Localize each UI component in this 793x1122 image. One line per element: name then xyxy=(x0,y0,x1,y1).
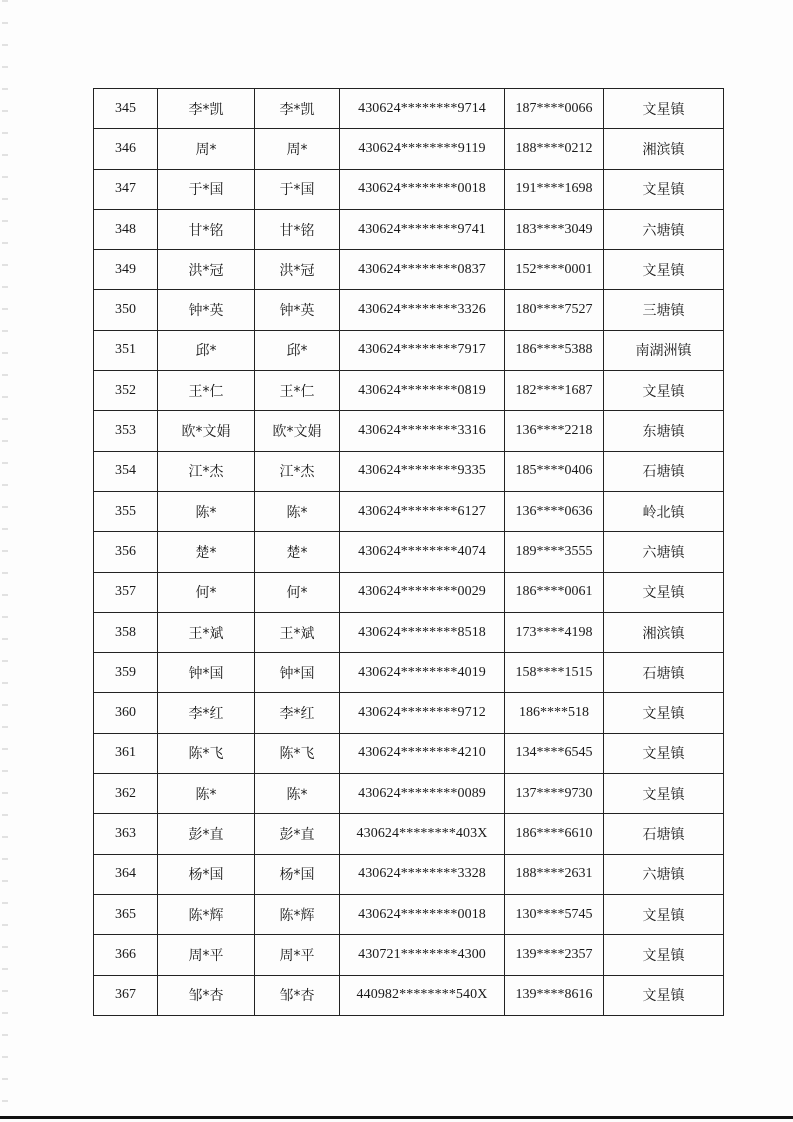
cell-phone-number: 182****1687 xyxy=(505,371,604,411)
cell-town: 南湖洲镇 xyxy=(604,330,724,370)
cell-id-number: 430624********8518 xyxy=(340,612,505,652)
cell-applicant-name: 邹*杏 xyxy=(158,975,255,1015)
cell-serial-number: 345 xyxy=(94,89,158,129)
roster-table xyxy=(93,88,724,1016)
table-row xyxy=(94,532,724,572)
cell-serial-number: 349 xyxy=(94,250,158,290)
table-row xyxy=(94,572,724,612)
cell-town: 六塘镇 xyxy=(604,209,724,249)
cell-phone-number: 152****0001 xyxy=(505,250,604,290)
cell-recipient-name: 江*杰 xyxy=(255,451,340,491)
cell-serial-number: 359 xyxy=(94,653,158,693)
cell-town: 文星镇 xyxy=(604,693,724,733)
table-row xyxy=(94,371,724,411)
table-row xyxy=(94,733,724,773)
cell-serial-number: 351 xyxy=(94,330,158,370)
cell-serial-number: 350 xyxy=(94,290,158,330)
cell-applicant-name: 于*国 xyxy=(158,169,255,209)
cell-phone-number: 187****0066 xyxy=(505,89,604,129)
cell-applicant-name: 钟*英 xyxy=(158,290,255,330)
cell-phone-number: 136****0636 xyxy=(505,491,604,531)
cell-serial-number: 363 xyxy=(94,814,158,854)
cell-serial-number: 365 xyxy=(94,894,158,934)
cell-phone-number: 188****2631 xyxy=(505,854,604,894)
cell-serial-number: 360 xyxy=(94,693,158,733)
cell-town: 六塘镇 xyxy=(604,532,724,572)
table-row xyxy=(94,491,724,531)
cell-id-number: 430624********7917 xyxy=(340,330,505,370)
cell-recipient-name: 邹*杏 xyxy=(255,975,340,1015)
cell-town: 三塘镇 xyxy=(604,290,724,330)
cell-id-number: 430624********6127 xyxy=(340,491,505,531)
cell-id-number: 430624********403X xyxy=(340,814,505,854)
table-row xyxy=(94,975,724,1015)
cell-phone-number: 137****9730 xyxy=(505,774,604,814)
cell-recipient-name: 杨*国 xyxy=(255,854,340,894)
cell-applicant-name: 江*杰 xyxy=(158,451,255,491)
cell-phone-number: 189****3555 xyxy=(505,532,604,572)
cell-town: 石塘镇 xyxy=(604,653,724,693)
table-row xyxy=(94,814,724,854)
cell-recipient-name: 周* xyxy=(255,129,340,169)
cell-serial-number: 346 xyxy=(94,129,158,169)
cell-town: 文星镇 xyxy=(604,169,724,209)
cell-phone-number: 191****1698 xyxy=(505,169,604,209)
cell-applicant-name: 邱* xyxy=(158,330,255,370)
cell-town: 文星镇 xyxy=(604,89,724,129)
cell-town: 石塘镇 xyxy=(604,451,724,491)
cell-town: 文星镇 xyxy=(604,250,724,290)
cell-phone-number: 186****518 xyxy=(505,693,604,733)
cell-id-number: 430624********9741 xyxy=(340,209,505,249)
cell-id-number: 430624********4210 xyxy=(340,733,505,773)
cell-applicant-name: 何* xyxy=(158,572,255,612)
cell-applicant-name: 彭*直 xyxy=(158,814,255,854)
cell-serial-number: 357 xyxy=(94,572,158,612)
cell-recipient-name: 陈*飞 xyxy=(255,733,340,773)
cell-applicant-name: 甘*铭 xyxy=(158,209,255,249)
cell-town: 文星镇 xyxy=(604,371,724,411)
cell-serial-number: 355 xyxy=(94,491,158,531)
cell-recipient-name: 何* xyxy=(255,572,340,612)
cell-recipient-name: 于*国 xyxy=(255,169,340,209)
table-row xyxy=(94,854,724,894)
cell-town: 文星镇 xyxy=(604,572,724,612)
cell-town: 文星镇 xyxy=(604,935,724,975)
cell-phone-number: 185****0406 xyxy=(505,451,604,491)
cell-applicant-name: 洪*冠 xyxy=(158,250,255,290)
table-row xyxy=(94,451,724,491)
cell-recipient-name: 钟*国 xyxy=(255,653,340,693)
cell-phone-number: 188****0212 xyxy=(505,129,604,169)
cell-town: 东塘镇 xyxy=(604,411,724,451)
cell-phone-number: 130****5745 xyxy=(505,894,604,934)
table-row xyxy=(94,935,724,975)
cell-town: 湘滨镇 xyxy=(604,612,724,652)
cell-recipient-name: 陈* xyxy=(255,491,340,531)
cell-applicant-name: 楚* xyxy=(158,532,255,572)
roster-table-body xyxy=(94,89,724,1016)
cell-applicant-name: 杨*国 xyxy=(158,854,255,894)
cell-recipient-name: 周*平 xyxy=(255,935,340,975)
cell-id-number: 430624********3316 xyxy=(340,411,505,451)
cell-recipient-name: 李*凯 xyxy=(255,89,340,129)
cell-id-number: 430624********9119 xyxy=(340,129,505,169)
table-row xyxy=(94,169,724,209)
cell-phone-number: 139****8616 xyxy=(505,975,604,1015)
table-row xyxy=(94,612,724,652)
cell-applicant-name: 陈*辉 xyxy=(158,894,255,934)
cell-recipient-name: 王*斌 xyxy=(255,612,340,652)
table-row xyxy=(94,250,724,290)
cell-applicant-name: 王*仁 xyxy=(158,371,255,411)
cell-applicant-name: 李*红 xyxy=(158,693,255,733)
cell-phone-number: 139****2357 xyxy=(505,935,604,975)
cell-serial-number: 348 xyxy=(94,209,158,249)
cell-serial-number: 358 xyxy=(94,612,158,652)
cell-applicant-name: 陈* xyxy=(158,491,255,531)
cell-applicant-name: 李*凯 xyxy=(158,89,255,129)
cell-id-number: 430624********3326 xyxy=(340,290,505,330)
cell-town: 岭北镇 xyxy=(604,491,724,531)
cell-id-number: 430721********4300 xyxy=(340,935,505,975)
scan-binding-edge xyxy=(2,0,8,1122)
table-row xyxy=(94,894,724,934)
cell-serial-number: 353 xyxy=(94,411,158,451)
cell-town: 六塘镇 xyxy=(604,854,724,894)
cell-id-number: 430624********0018 xyxy=(340,894,505,934)
cell-recipient-name: 李*红 xyxy=(255,693,340,733)
cell-town: 文星镇 xyxy=(604,733,724,773)
cell-town: 文星镇 xyxy=(604,774,724,814)
cell-id-number: 430624********0819 xyxy=(340,371,505,411)
cell-serial-number: 364 xyxy=(94,854,158,894)
cell-recipient-name: 钟*英 xyxy=(255,290,340,330)
cell-serial-number: 356 xyxy=(94,532,158,572)
cell-serial-number: 361 xyxy=(94,733,158,773)
cell-recipient-name: 王*仁 xyxy=(255,371,340,411)
cell-id-number: 430624********0018 xyxy=(340,169,505,209)
table-row xyxy=(94,653,724,693)
cell-applicant-name: 钟*国 xyxy=(158,653,255,693)
cell-recipient-name: 甘*铭 xyxy=(255,209,340,249)
cell-serial-number: 354 xyxy=(94,451,158,491)
cell-id-number: 430624********9714 xyxy=(340,89,505,129)
cell-recipient-name: 欧*文娟 xyxy=(255,411,340,451)
cell-recipient-name: 陈*辉 xyxy=(255,894,340,934)
table-row xyxy=(94,693,724,733)
cell-phone-number: 173****4198 xyxy=(505,612,604,652)
cell-recipient-name: 洪*冠 xyxy=(255,250,340,290)
cell-applicant-name: 王*斌 xyxy=(158,612,255,652)
page-bottom-rule xyxy=(0,1116,793,1119)
table-row xyxy=(94,129,724,169)
table-row xyxy=(94,330,724,370)
cell-phone-number: 134****6545 xyxy=(505,733,604,773)
cell-id-number: 440982********540X xyxy=(340,975,505,1015)
cell-town: 文星镇 xyxy=(604,894,724,934)
cell-id-number: 430624********4019 xyxy=(340,653,505,693)
cell-id-number: 430624********4074 xyxy=(340,532,505,572)
cell-id-number: 430624********9712 xyxy=(340,693,505,733)
cell-phone-number: 183****3049 xyxy=(505,209,604,249)
cell-id-number: 430624********9335 xyxy=(340,451,505,491)
cell-id-number: 430624********0837 xyxy=(340,250,505,290)
cell-id-number: 430624********0089 xyxy=(340,774,505,814)
cell-applicant-name: 欧*文娟 xyxy=(158,411,255,451)
cell-id-number: 430624********0029 xyxy=(340,572,505,612)
cell-phone-number: 186****5388 xyxy=(505,330,604,370)
table-row xyxy=(94,89,724,129)
cell-town: 湘滨镇 xyxy=(604,129,724,169)
table-row xyxy=(94,774,724,814)
cell-serial-number: 366 xyxy=(94,935,158,975)
cell-applicant-name: 陈*飞 xyxy=(158,733,255,773)
cell-applicant-name: 陈* xyxy=(158,774,255,814)
cell-recipient-name: 邱* xyxy=(255,330,340,370)
cell-phone-number: 186****0061 xyxy=(505,572,604,612)
table-row xyxy=(94,209,724,249)
cell-phone-number: 158****1515 xyxy=(505,653,604,693)
table-row xyxy=(94,411,724,451)
cell-phone-number: 136****2218 xyxy=(505,411,604,451)
cell-id-number: 430624********3328 xyxy=(340,854,505,894)
table-row xyxy=(94,290,724,330)
cell-town: 文星镇 xyxy=(604,975,724,1015)
cell-recipient-name: 陈* xyxy=(255,774,340,814)
cell-town: 石塘镇 xyxy=(604,814,724,854)
cell-phone-number: 186****6610 xyxy=(505,814,604,854)
cell-applicant-name: 周*平 xyxy=(158,935,255,975)
cell-recipient-name: 彭*直 xyxy=(255,814,340,854)
cell-phone-number: 180****7527 xyxy=(505,290,604,330)
cell-serial-number: 352 xyxy=(94,371,158,411)
cell-serial-number: 362 xyxy=(94,774,158,814)
cell-serial-number: 367 xyxy=(94,975,158,1015)
cell-applicant-name: 周* xyxy=(158,129,255,169)
cell-serial-number: 347 xyxy=(94,169,158,209)
cell-recipient-name: 楚* xyxy=(255,532,340,572)
